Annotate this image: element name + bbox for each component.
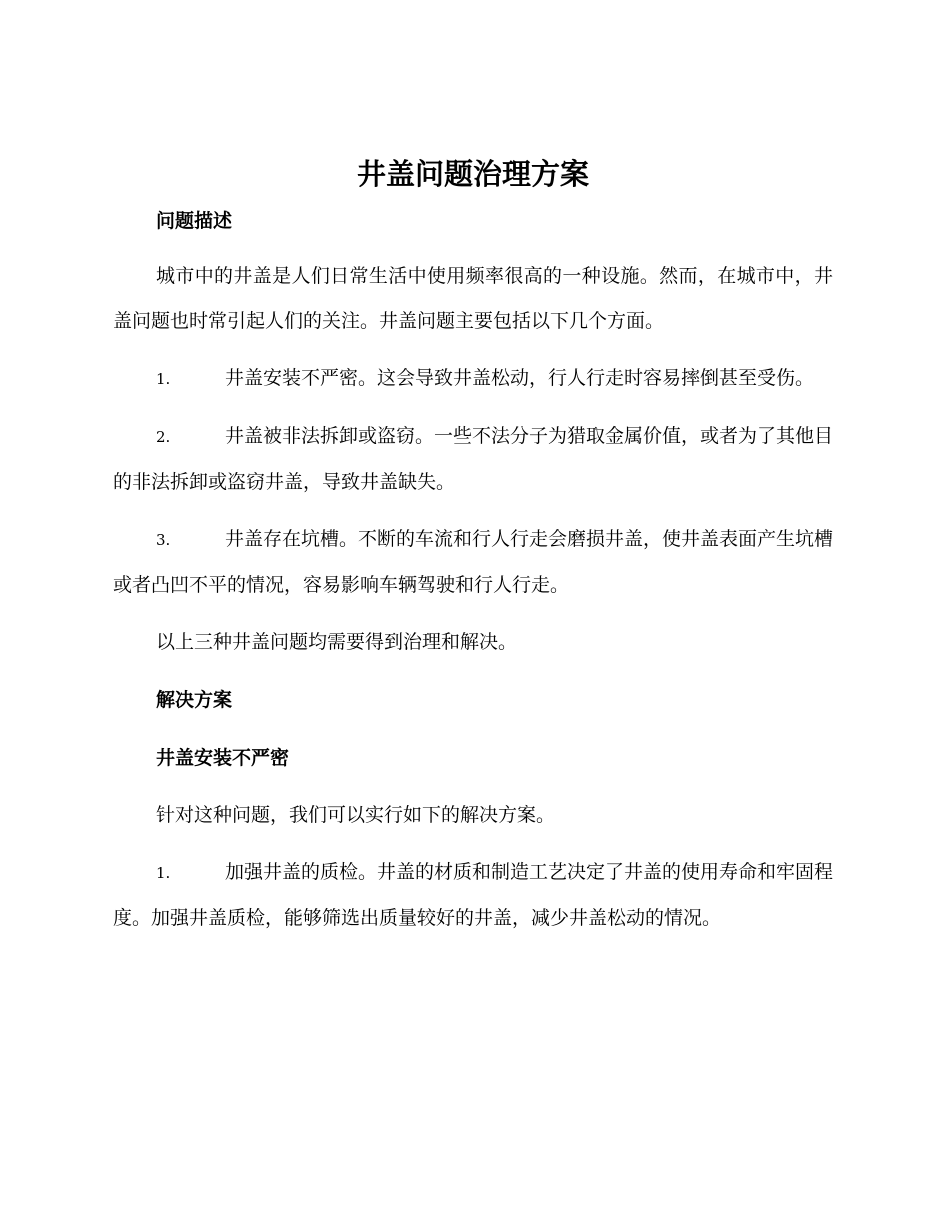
- list-item: [113, 850, 833, 941]
- list-item: [113, 356, 833, 402]
- list-number: 2.: [156, 428, 171, 446]
- list-number: 1.: [156, 370, 171, 388]
- problem-summary-paragraph: 以上三种井盖问题均需要得到治理和解决。: [156, 631, 518, 653]
- solution-intro-paragraph: 针对这种问题，我们可以实行如下的解决方案。: [156, 804, 556, 826]
- list-item-text: 井盖被非法拆卸或盗窃。一些不法分子为猎取金属价值，或者为了其他目的非法拆卸或盗窃井盖，导致井盖缺失。: [113, 425, 834, 493]
- list-item-text: 加强井盖的质检。井盖的材质和制造工艺决定了井盖的使用寿命和牢固程度。加强井盖质检，能够筛选出质量较好的井盖，减少井盖松动的情况。: [113, 861, 834, 929]
- list-number: 1.: [156, 864, 171, 882]
- list-number: 3.: [156, 531, 171, 549]
- document-page: [113, 150, 833, 941]
- section-heading-problem: 问题描述: [156, 210, 233, 232]
- list-item: [113, 517, 833, 608]
- problem-intro-paragraph: 城市中的井盖是人们日常生活中使用频率很高的一种设施。然而，在城市中，井盖问题也时常引起人们的关注。井盖问题主要包括以下几个方面。: [113, 265, 833, 332]
- list-item: [113, 414, 833, 505]
- list-item-text: 井盖安装不严密。这会导致井盖松动，行人行走时容易摔倒甚至受伤。: [225, 367, 815, 389]
- list-item-text: 井盖存在坑槽。不断的车流和行人行走会磨损井盖，使井盖表面产生坑槽或者凸凹不平的情况，容易影响车辆驾驶和行人行走。: [113, 528, 834, 596]
- section-heading-solution: 解决方案: [156, 689, 233, 711]
- subheading-loose-install: 井盖安装不严密: [156, 747, 290, 769]
- document-title: 井盖问题治理方案: [356, 157, 589, 191]
